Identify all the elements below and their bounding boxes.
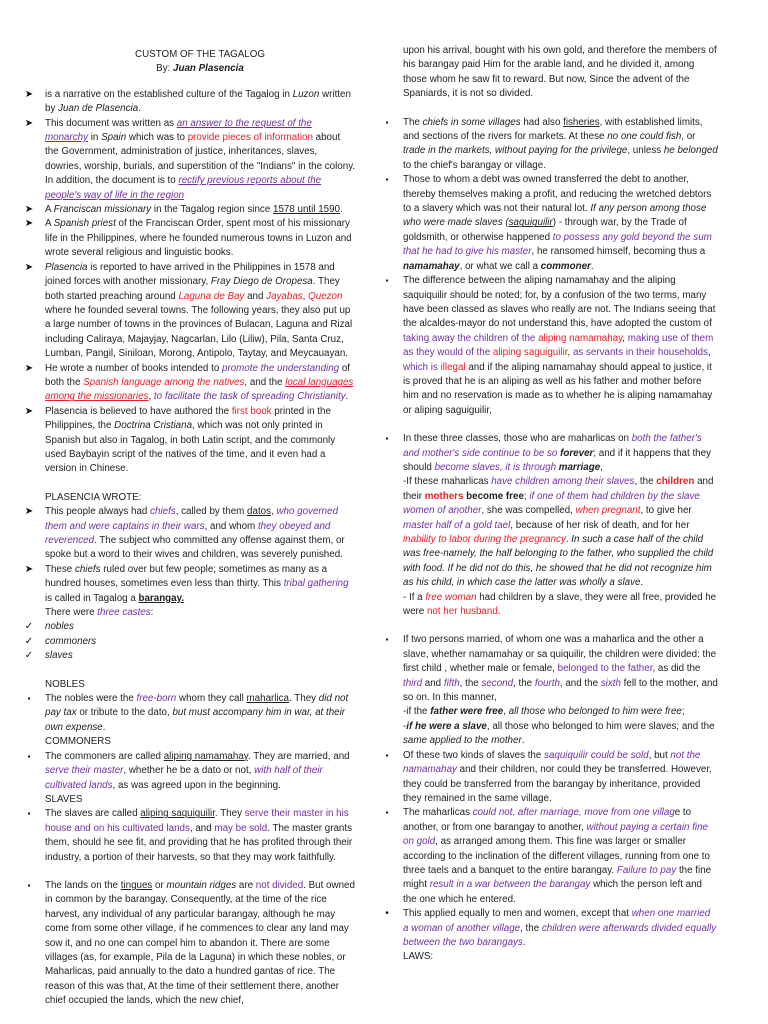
list-item (22, 203, 356, 217)
text-run: . (640, 577, 644, 589)
arrow-bullet-icon: ➤ (24, 204, 34, 216)
text-run: PLASENCIA WROTE: (45, 491, 142, 503)
paragraph (380, 720, 718, 749)
text-run: is reported to have arrived in the Philippines in 1578 and joined forces with another missionary, (45, 261, 335, 288)
text-run: He wrote a number of books intended to (45, 362, 222, 374)
text-run: fell to the mother, and so on. In this manner, (403, 677, 718, 704)
text-run: ruled over but few people; sometimes as many as a hundred houses, sometimes even less than thirty. This (45, 563, 328, 590)
text-run: datos (247, 506, 272, 518)
arrow-bullet-icon: ➤ (24, 362, 34, 374)
text-run: fifth (443, 677, 460, 689)
text-run: -If these maharlicas (403, 476, 492, 488)
text-run: . (138, 103, 141, 115)
text-run: as servants in their households (572, 347, 709, 359)
right-column-body (380, 44, 718, 965)
text-run: without paying a certain fine on gold (403, 821, 708, 848)
text-run: slaves (45, 650, 73, 662)
paragraph (22, 735, 356, 749)
text-run: whom they call (176, 693, 247, 705)
text-run: commoner (540, 260, 591, 272)
text-run: These (45, 563, 75, 575)
text-run: become free (466, 490, 524, 502)
text-run: Laguna de Bay (178, 290, 245, 302)
text-run: A (45, 218, 54, 230)
text-run: : (150, 607, 154, 619)
text-run: The maharlicas (403, 807, 473, 819)
text-run: belonged to the father (557, 663, 653, 675)
text-run: The slaves are called (45, 808, 141, 820)
text-run: free-born (136, 693, 177, 705)
text-run: ; (681, 706, 685, 718)
list-item (380, 432, 718, 475)
text-run: when pregnant (575, 505, 641, 517)
text-run: both the father's and mother's side continue to be so (403, 433, 702, 459)
text-run: serve their master (45, 765, 124, 777)
text-run: to the chief's barangay or village. (403, 159, 546, 171)
text-run: Juan de Plasencia (58, 103, 139, 115)
text-run: where he founded several towns. The following years, they also put up a large number of towns in the provinces of Bulacan, Laguna and Rizal including Caliraya, Majayjay, Nagcarlan, Lilo (Liliw), Pila, Santa Cruz, Lumban, Pangil, Siniloan, Morong, Antipolo, Taytay, and Meycauayan. (45, 304, 353, 360)
text-run: if he were a slave (406, 720, 487, 732)
text-run: or (152, 879, 167, 891)
list-item (22, 649, 356, 663)
text-run: Spain (101, 132, 127, 144)
text-run: rectify previous reports about the people's way of life in the region (45, 175, 322, 201)
text-run: local languages among the missionaries (45, 376, 354, 403)
list-item (22, 261, 356, 362)
text-run: , the (459, 677, 482, 689)
text-run: aliping namamahay (163, 750, 248, 762)
text-run: . (102, 721, 106, 733)
text-run: inability to labor during the pregnancy (403, 534, 566, 545)
text-run: or tribute to the dato, (76, 707, 173, 719)
text-run: with half of their cultivated lands (45, 765, 323, 791)
spacer (22, 664, 356, 678)
arrow-bullet-icon: ➤ (24, 117, 34, 129)
list-item (380, 806, 718, 907)
text-run: , or what we call a (459, 260, 541, 272)
text-run: forever (560, 447, 594, 459)
text-run: master half of a gold tael (403, 519, 511, 531)
text-run: and (422, 677, 444, 689)
text-run: marriage (558, 461, 601, 473)
text-run: nobles (45, 621, 74, 633)
text-run: second (481, 677, 514, 689)
arrow-bullet-icon: ➤ (24, 88, 34, 100)
text-run: making use of them as they would of the (403, 332, 714, 359)
text-run: , (148, 391, 154, 403)
text-run: - (403, 720, 407, 732)
text-run: tingues (120, 879, 153, 891)
text-run: , and the (244, 376, 286, 388)
text-run: . They both started preaching around (45, 276, 340, 302)
text-run: . (565, 534, 572, 545)
text-run: promote the understanding (222, 362, 340, 374)
text-run: and their (403, 476, 714, 502)
text-run: . They are married, and (247, 750, 350, 762)
text-run: which is (403, 361, 441, 373)
text-run: he belonged (663, 145, 718, 157)
text-run: , the (513, 677, 535, 689)
text-run: . (345, 391, 349, 403)
text-run: namamahay (403, 260, 460, 272)
text-run: This document was written as (45, 117, 177, 129)
text-run: about the Government, administration of justice, inheritances, slaves, dowries, worship, burials, and superstition of the "Indians" in the colony. In addition, the document is to (45, 132, 356, 187)
text-run: Doctrina Cristiana (114, 420, 193, 432)
text-run: is called in Tagalog a (45, 592, 139, 604)
text-run: who governed them and were captains in their wars (45, 506, 339, 532)
text-run: The nobles were the (45, 693, 137, 705)
arrow-bullet-icon: ➤ (24, 261, 34, 273)
text-run: If two persons married, of whom one was a maharlica and the other a slave, whether namamahay or sa quiquilir, the children were divided: the first child , whether male or female, (403, 634, 717, 675)
text-run: free woman (425, 591, 477, 603)
text-run: fisheries (563, 116, 600, 128)
list-item (380, 907, 718, 950)
paragraph (380, 475, 718, 590)
text-run: of the Franciscan Order, spent most of his missionary life in the Philippines, where he founded numerous towns in Luzon and wrote several religious and linguistic books. (45, 218, 352, 259)
square-bullet-icon: ▪ (385, 434, 389, 444)
text-run: Failure to pay (616, 864, 677, 876)
arrow-bullet-icon: ➤ (24, 506, 34, 518)
text-run: aliping saquiguilir (140, 808, 215, 820)
text-run: , (708, 347, 711, 359)
text-run: sixth (600, 677, 621, 689)
right-column (380, 44, 718, 965)
square-bullet-icon: ▪ (27, 751, 31, 761)
text-run: , (271, 506, 277, 518)
text-run: . (340, 204, 343, 216)
text-run: commoners (45, 635, 97, 647)
text-run: serve their master in his house and on his cultivated lands (45, 808, 349, 834)
text-run: - If a (403, 591, 426, 603)
check-bullet-icon: ✓ (24, 621, 34, 633)
text-run: , because of her risk of death, and for her (510, 519, 690, 531)
square-bullet-icon: ▪ (385, 808, 389, 818)
text-run: saquiquilir could be sold (544, 749, 649, 761)
text-run: are (236, 879, 256, 891)
text-run: , (302, 290, 309, 302)
text-run: , (622, 332, 628, 344)
text-run: This people always had (45, 506, 151, 518)
text-run: Franciscan missionary (53, 204, 152, 216)
text-run: , (503, 706, 509, 718)
text-run: in the Tagalog region since (151, 204, 273, 216)
text-run: not the namamahay (403, 749, 701, 776)
check-bullet-icon: ✓ (24, 650, 34, 662)
spacer (380, 102, 718, 116)
text-run: have children among their slaves (491, 476, 635, 488)
text-run: Plasencia is believed to have authored the (45, 405, 232, 417)
text-run: , as arranged among them. This fine was larger or smaller according to the inclination of the different villages, running from one to three taels and a banquet to the entire barangay. (403, 836, 710, 876)
text-run: . (590, 260, 594, 272)
list-item (22, 405, 356, 477)
text-run: not divided (255, 879, 304, 891)
text-run: , the (634, 476, 657, 488)
list-item (380, 633, 718, 705)
text-run: ; (523, 490, 530, 502)
byline-prefix: By: (156, 63, 174, 75)
paragraph (380, 44, 718, 102)
text-run: written by (45, 88, 351, 115)
text-run: Spanish priest (53, 218, 116, 230)
spacer (22, 865, 356, 879)
list-item (22, 620, 356, 634)
list-item (380, 749, 718, 807)
square-bullet-icon: ▪ (385, 276, 389, 286)
list-item (22, 563, 356, 606)
text-run: The (403, 116, 423, 128)
paragraph (22, 606, 356, 620)
spacer (22, 77, 356, 88)
text-run: . They (214, 808, 245, 820)
text-run: an answer to the request of the monarchy (45, 117, 312, 144)
text-run: e to another, or from one barangay to another, (403, 807, 692, 833)
text-run: The commoners are called (45, 750, 164, 762)
document-byline (22, 62, 356, 76)
text-run: had also (520, 116, 564, 128)
text-run: no one could fish (607, 131, 682, 143)
text-run: Jayabas (266, 290, 303, 302)
text-run: is a narrative on the established culture of the Tagalog in (45, 88, 293, 100)
text-run: Fray Diego de Oropesa (210, 276, 313, 288)
paragraph (22, 793, 356, 807)
text-run: Plasencia (45, 261, 88, 273)
text-run: , (600, 461, 603, 473)
text-run: , he ransomed himself, becoming thus a (531, 246, 706, 258)
text-run: , the (520, 922, 542, 934)
text-run: and if the aliping namamahay should appeal to justice, it is proved that he is an aliping as well as his father and mother before him and no reservation is made as to whether he is aliping namamahay or aliping saguiguilir, (403, 361, 713, 416)
list-item (22, 505, 356, 563)
text-run: had children by a slave, they were all free, provided he were (403, 591, 717, 618)
text-run: . (522, 936, 526, 948)
text-run: three castes (97, 607, 151, 619)
text-run: . They (289, 693, 319, 705)
text-run: , she was compelled, (481, 505, 576, 517)
text-run: to facilitate the task of spreading Christianity (153, 391, 346, 403)
text-run: printed in the Philippines, the (45, 405, 331, 432)
text-run: . The master grants them, should he see fit, and providing that he has profited through their industry, a portion of their harvests, so that they may work faithfully. (45, 822, 353, 863)
text-run: third (403, 677, 423, 689)
text-run: , unless (627, 145, 664, 157)
text-run: , and (189, 822, 215, 834)
list-item (380, 116, 718, 174)
square-bullet-icon: ▪ (385, 175, 389, 185)
paragraph (380, 950, 718, 964)
text-run: This applied equally to men and women, except that (403, 908, 632, 920)
text-run: to possess any gold beyond the sum that he had to give his master (403, 231, 712, 258)
text-run: . But owned in common by the barangay. Consequently, at the time of the rice harvest, any individual of any particular barangay, although he may come from some other village, if he commences to clear any land may sow it, and no one can compel him to abandon it. There are some villages (as, for example, Pila de la Laguna) in which these nobles, or Maharlicas, paid annually to the dato a hundred gantas of rice. The reason of this was that, At the time of their settlement there, another chief occupied the lands, which the new chief, (45, 879, 355, 1007)
text-run: NOBLES (45, 678, 85, 690)
text-run: , all those who belonged to him were slaves; and the (486, 720, 715, 732)
text-run: aliping saguiguilir (492, 347, 568, 359)
text-run: could not, after marriage, move from one villag (472, 807, 675, 819)
byline-author: Juan Plasencia (173, 63, 244, 75)
text-run: taking away the children of the (403, 332, 539, 344)
text-run: , or (681, 131, 696, 143)
text-run: , and whom (204, 520, 258, 532)
text-run: LAWS: (403, 951, 434, 963)
paragraph (22, 491, 356, 505)
text-run: tribal gathering (283, 578, 349, 590)
text-run: COMMONERS (45, 736, 111, 748)
arrow-bullet-icon: ➤ (24, 405, 34, 417)
text-run: , as did the (652, 663, 701, 675)
list-item (22, 635, 356, 649)
document-title: CUSTOM OF THE TAGALOG (135, 49, 265, 60)
text-run: father were free (430, 706, 504, 718)
arrow-bullet-icon: ➤ (24, 218, 34, 230)
list-item (22, 217, 356, 260)
text-run: not her husband (426, 606, 498, 618)
spacer (380, 619, 718, 633)
text-run: may be sold (214, 822, 268, 834)
text-run: , as was agreed upon in the beginning. (112, 779, 281, 791)
text-run: illegal (440, 361, 466, 373)
text-run: which the person left and the one which he entered. (403, 879, 703, 905)
text-run: if one of them had children by the slave women of another (403, 490, 700, 517)
text-run: barangay. (138, 592, 185, 604)
paragraph (380, 705, 718, 719)
spacer (380, 418, 718, 432)
text-run: become slaves, it is through (434, 461, 557, 473)
left-column (22, 0, 356, 1009)
text-run: , whether he be a dato or not, (123, 765, 255, 777)
text-run: If any person among those who were made slaves ( (403, 203, 707, 229)
text-run: trade in the markets, without paying for the privilege (403, 145, 628, 157)
text-run: all those who belonged to him were free (508, 706, 682, 718)
text-run: mountain ridges (166, 879, 237, 891)
paragraph (22, 678, 356, 692)
text-run: result in a war between the barangay (429, 879, 591, 891)
text-run: Those to whom a debt was owned transferred the debt to another, thereby themselves making a profit, and reducing the wretched debtors to a slavery which was not their natural lot. (403, 174, 712, 215)
text-run: Luzon (292, 88, 320, 100)
text-run: chiefs (74, 563, 101, 575)
text-run: children (656, 476, 695, 488)
text-run: The lands on the (45, 879, 121, 891)
square-bullet-icon: ▪ (385, 635, 389, 645)
text-run: in (88, 132, 102, 144)
text-run: aliping namamahay (538, 332, 623, 344)
text-run: same applied to the mother (403, 735, 522, 747)
text-run: maharlica (246, 693, 289, 705)
text-run: provide pieces of information (187, 132, 313, 144)
text-run: , called by them (175, 506, 248, 518)
text-run: children were afterwards divided equally between the two barangays (403, 922, 717, 948)
check-bullet-icon: ✓ (24, 635, 34, 647)
text-run: , with established limits, and sections of the rivers for markets. At these (403, 116, 703, 143)
text-run: A (45, 204, 54, 216)
text-run: of both the (45, 362, 351, 388)
text-run: , but (648, 749, 671, 761)
list-item (380, 173, 718, 274)
text-run: , and the (559, 677, 601, 689)
text-run: first book (231, 405, 272, 417)
square-bullet-icon: ▪ (27, 809, 31, 819)
text-run: mothers (424, 490, 464, 502)
text-run: Quezon (308, 290, 343, 302)
left-column-body (22, 88, 356, 1009)
square-bullet-icon: ▪ (27, 880, 31, 890)
text-run: , to give her (640, 505, 692, 517)
text-run: chiefs (150, 506, 176, 518)
text-run: the fine might (403, 864, 712, 891)
text-run: In these three classes, those who are maharlicas on (403, 433, 632, 445)
paragraph (380, 591, 718, 620)
text-run: SLAVES (45, 793, 83, 805)
text-run: The difference between the aliping namamahay and the aliping saquiquilir should be noted; for, by a confusion of the two terms, many have been classed as slaves who really are not. The Indians seeing that the alcaldes-mayor do not understand this, have adopted the custom of (403, 275, 716, 330)
list-item (22, 879, 356, 1009)
text-run: There were (45, 607, 98, 619)
text-run: Of these two kinds of slaves the (403, 749, 545, 761)
text-run: upon his arrival, bought with his own gold, and therefore the members of his barangay paid Him for the arable land, and he divided it, among those whom he saw fit to reward. But now, Since the advent of the Spaniards, it is not so divided. (403, 45, 717, 100)
list-item (22, 807, 356, 865)
square-bullet-icon: ▪ (385, 117, 389, 127)
list-item (22, 88, 356, 117)
list-item (22, 117, 356, 203)
text-run: they obeyed and reverenced (45, 520, 331, 546)
text-run: saguiguilir (508, 217, 553, 229)
text-run: and their children, nor could they be transferred. However, they could be transferred from the barangay by inheritance, provided they remained in the same village. (403, 764, 712, 804)
list-item (22, 692, 356, 735)
arrow-bullet-icon: ➤ (24, 563, 34, 575)
text-run: , (567, 347, 573, 359)
square-bullet-icon: ▪ (27, 694, 31, 704)
text-run: chiefs in some villages (422, 116, 521, 128)
text-run: . The subject who committed any offense against them, or spoke but a word to their wives and children, was severely punished. (45, 535, 345, 561)
text-run: ; and if it happens that they should (403, 447, 711, 473)
spacer (22, 477, 356, 491)
text-run: but must accompany him in war, at their own expense (45, 707, 346, 733)
list-item (380, 274, 718, 418)
text-run: , which was not only printed in Spanish but also in Tagalog, in both Latin script, and the commonly used Baybayin script of the natives of the time, and it even had a version in Chinese. (45, 420, 336, 475)
text-run: and (244, 290, 267, 302)
text-run: did not pay tax (45, 693, 349, 719)
text-run: which was to (126, 132, 188, 144)
dot-bullet-icon: • (385, 908, 389, 920)
square-bullet-icon: ▪ (385, 750, 389, 760)
text-run: fourth (534, 677, 560, 689)
text-run: In such a case half of the child was free-namely, the half belonging to the father, who supplied the child with food. If he did not do this, he showed that he did not recognize him as his child, in which case the latter was wholly a slave (403, 534, 714, 589)
text-run: . (521, 735, 525, 747)
text-run: 1578 until 1590 (273, 204, 341, 216)
text-run: when one married a woman of another village (403, 908, 711, 934)
list-item (22, 750, 356, 793)
text-run: Spanish language among the natives (83, 376, 245, 388)
text-run: . (497, 606, 501, 618)
text-run: -if the (403, 706, 431, 718)
text-run: ) - through war, by the Trade of goldsmith, or otherwise happened (403, 217, 687, 243)
list-item (22, 362, 356, 405)
